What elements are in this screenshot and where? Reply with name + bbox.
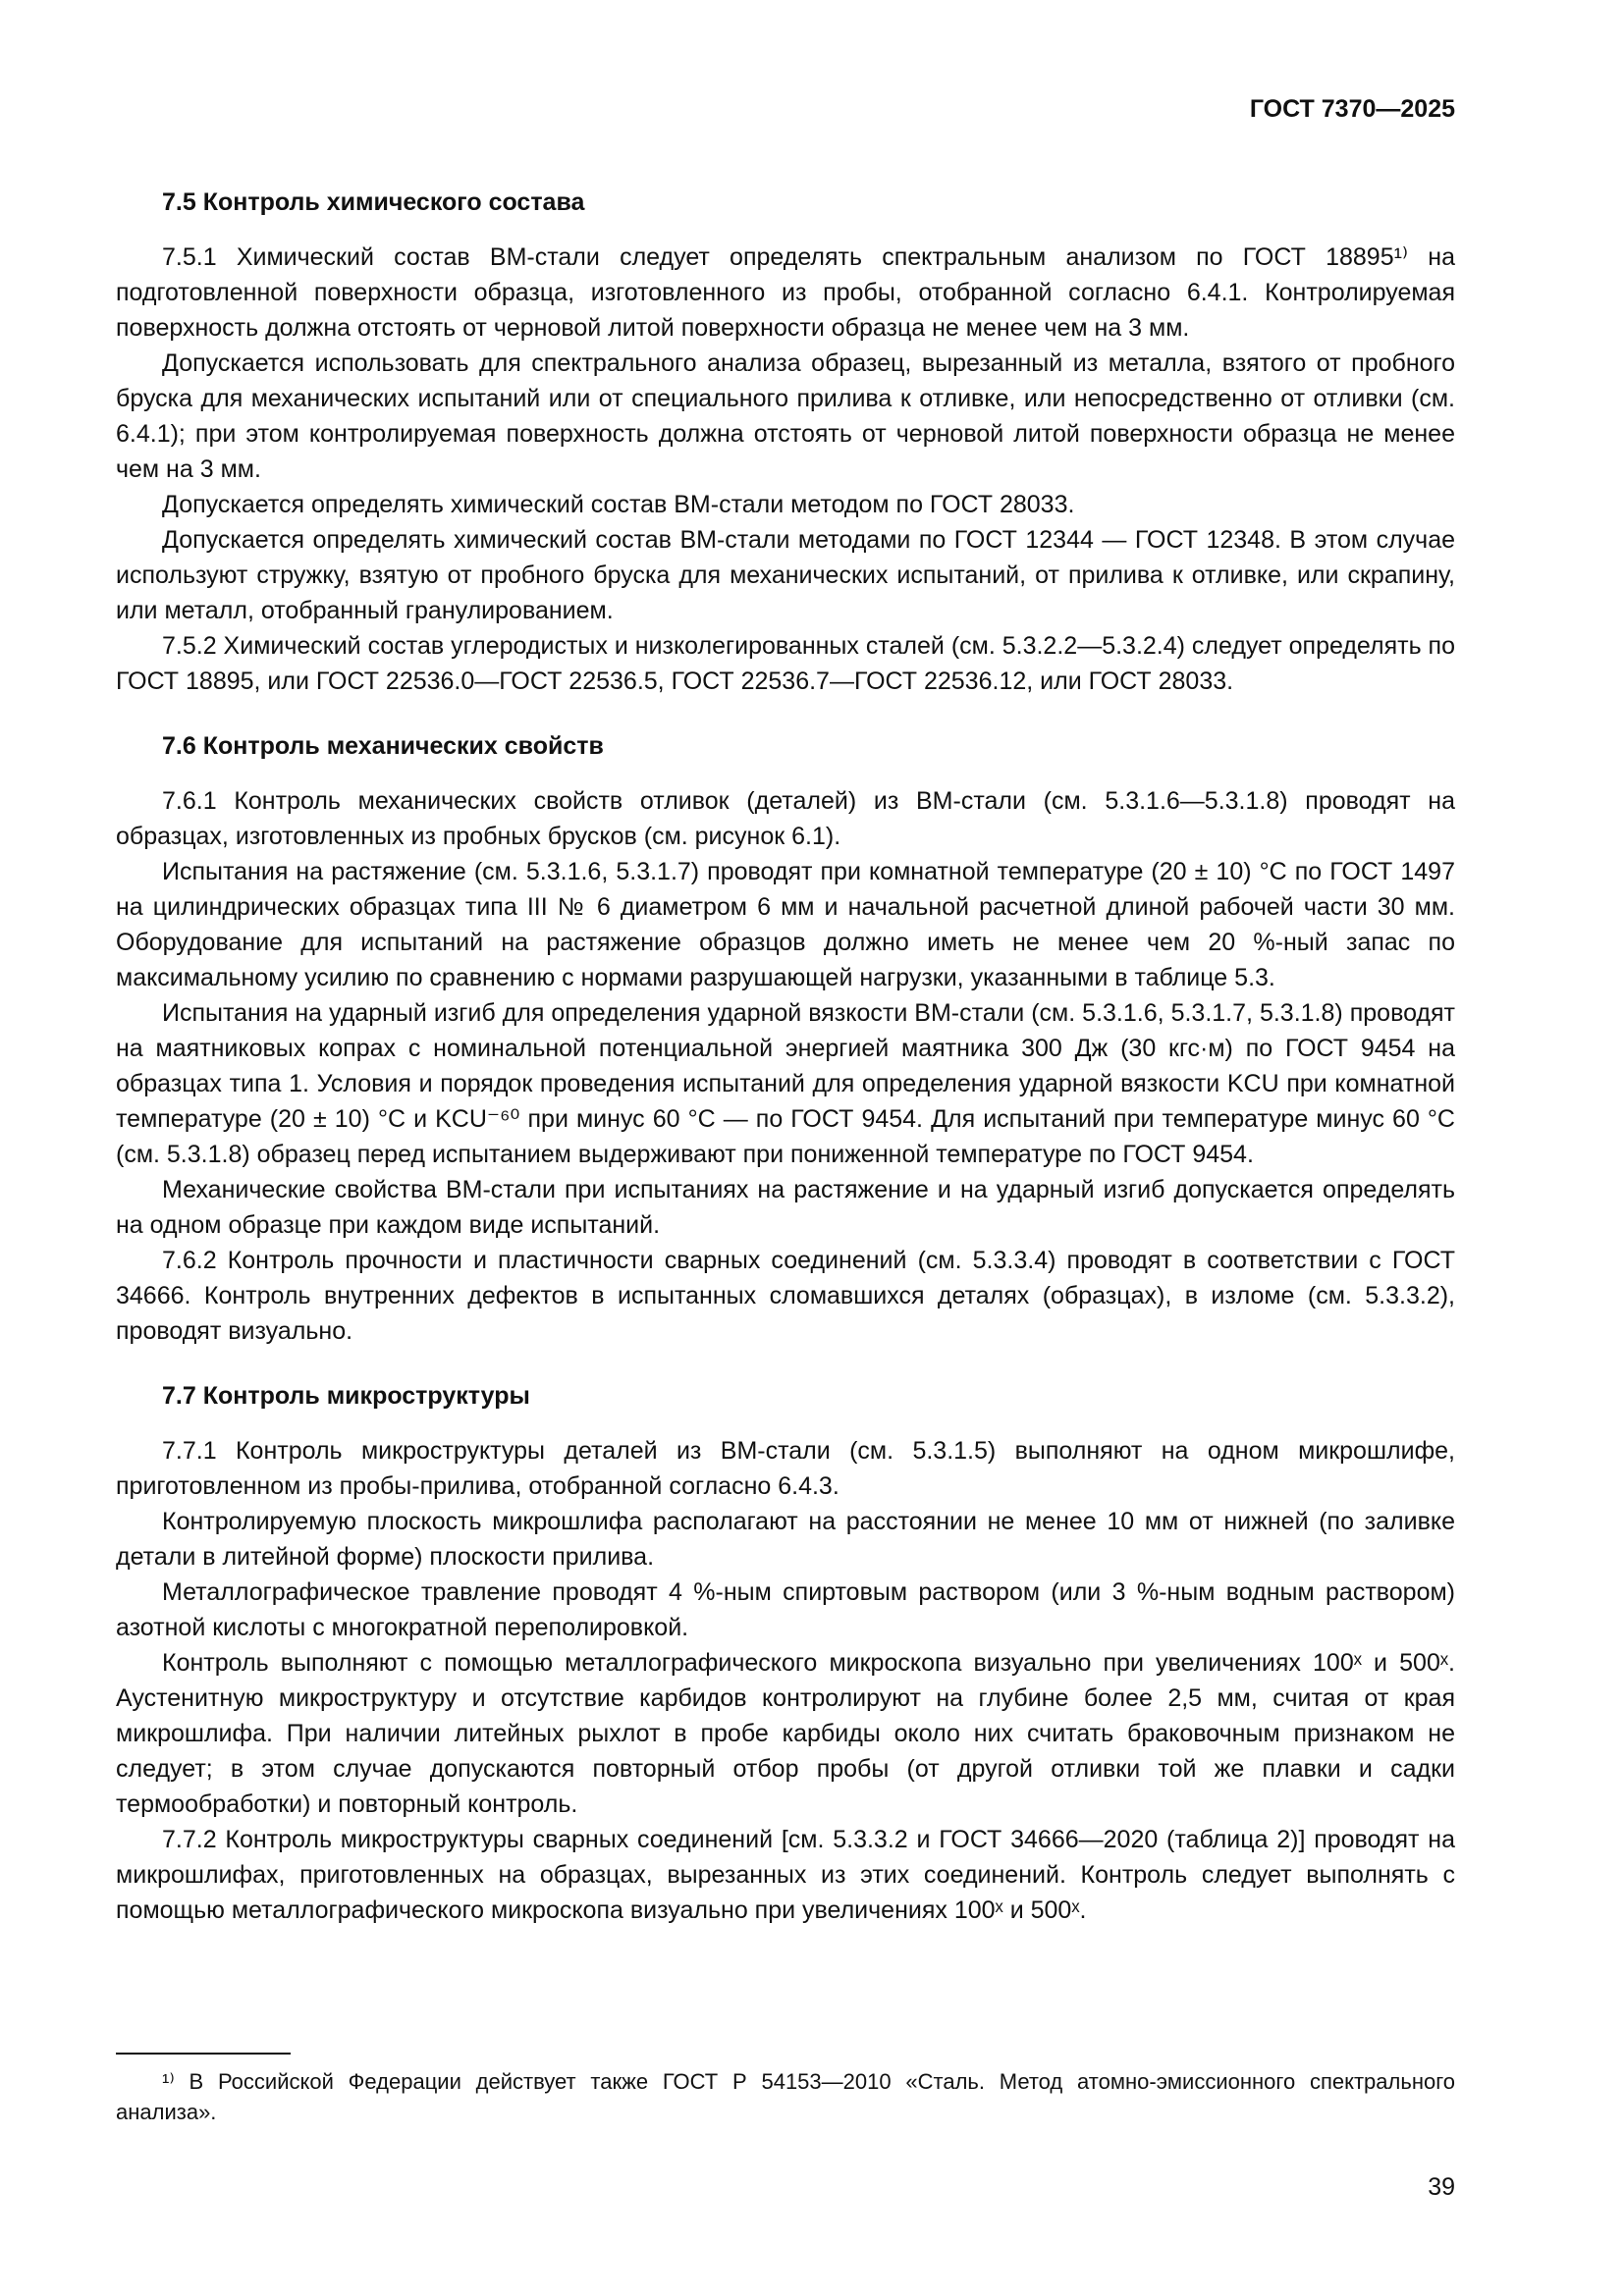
section-chemical-composition-control bbox=[116, 185, 1455, 699]
paragraph: Допускается определять химический состав ВМ-стали методами по ГОСТ 12344 — ГОСТ 12348. В этом случае используют стружку, взятую от пробного бруска для механических испытаний, от прилива к отливке, или скрапину, или металл, отобранный гранулированием. bbox=[116, 526, 1455, 624]
paragraph: 7.6.1 Контроль механических свойств отливок (деталей) из ВМ-стали (см. 5.3.1.6—5.3.1.8) проводят на образцах, изготовленных из пробных брусков (см. рисунок 6.1). bbox=[116, 787, 1455, 850]
paragraph: 7.5.1 Химический состав ВМ-стали следует определять спектральным анализом по ГОСТ 18895¹⁾ на подготовленной поверхности образца, изготовленного из пробы, отобранной согласно 6.4.1. Контролируемая поверхность должна отстоять от черновой литой поверхности образца не менее чем на 3 мм. bbox=[116, 243, 1455, 342]
paragraph: 7.5.2 Химический состав углеродистых и низколегированных сталей (см. 5.3.2.2—5.3.2.4) следует определять по ГОСТ 18895, или ГОСТ 22536.0—ГОСТ 22536.5, ГОСТ 22536.7—ГОСТ 22536.12, или ГОСТ 28033. bbox=[116, 632, 1455, 695]
paragraph: Металлографическое травление проводят 4 %-ным спиртовым раствором (или 3 %-ным водным раствором) азотной кислоты с многократной переполировкой. bbox=[116, 1578, 1455, 1641]
paragraph: Испытания на ударный изгиб для определения ударной вязкости ВМ-стали (см. 5.3.1.6, 5.3.1.7, 5.3.1.8) проводят на маятниковых копрах с номинальной потенциальной энергией маятника 300 Дж (30 кгс·м) по ГОСТ 9454 на образцах типа 1. Условия и порядок проведения испытаний для определения ударной вязкости KCU при комнатной температуре (20 ± 10) °С и KCU⁻⁶⁰ при минус 60 °С — по ГОСТ 9454. Для испытаний при температуре минус 60 °С (см. 5.3.1.8) образец перед испытанием выдерживают при пониженной температуре по ГОСТ 9454. bbox=[116, 999, 1455, 1168]
paragraph: Испытания на растяжение (см. 5.3.1.6, 5.3.1.7) проводят при комнатной температуре (20 ± 10) °С по ГОСТ 1497 на цилиндрических образцах типа III № 6 диаметром 6 мм и начальной расчетной длиной рабочей части 30 мм. Оборудование для испытаний на растяжение образцов должно иметь не менее чем 20 %-ный запас по максимальному усилию по сравнению с нормами разрушающей нагрузки, указанными в таблице 5.3. bbox=[116, 858, 1455, 991]
paragraph: Контроль выполняют с помощью металлографического микроскопа визуально при увеличениях 100ˣ и 500ˣ. Аустенитную микроструктуру и отсутствие карбидов контролируют на глубине более 2,5 мм, считая от края микрошлифа. При наличии литейных рыхлот в пробе карбиды около них считать браковочным признаком не следует; в этом случае допускаются повторный отбор пробы (от другой отливки той же плавки и садки термообработки) и повторный контроль. bbox=[116, 1649, 1455, 1818]
paragraph: Механические свойства ВМ-стали при испытаниях на растяжение и на ударный изгиб допускается определять на одном образце при каждом виде испытаний. bbox=[116, 1176, 1455, 1239]
paragraph: 7.7.1 Контроль микроструктуры деталей из ВМ-стали (см. 5.3.1.5) выполняют на одном микрошлифе, приготовленном из пробы-прилива, отобранной согласно 6.4.3. bbox=[116, 1437, 1455, 1500]
footnote-block bbox=[116, 2033, 1455, 2127]
section-mechanical-properties-control bbox=[116, 699, 1455, 1349]
section-heading-7-7: 7.7 Контроль микроструктуры bbox=[162, 1382, 530, 1410]
paragraph: 7.6.2 Контроль прочности и пластичности сварных соединений (см. 5.3.3.4) проводят в соответствии с ГОСТ 34666. Контроль внутренних дефектов в испытанных сломавшихся деталях (образцах), в изломе (см. 5.3.3.2), проводят визуально. bbox=[116, 1247, 1455, 1345]
section-heading-7-6: 7.6 Контроль механических свойств bbox=[162, 732, 604, 760]
paragraph: 7.7.2 Контроль микроструктуры сварных соединений [см. 5.3.3.2 и ГОСТ 34666—2020 (таблица 2)] проводят на микрошлифах, приготовленных на образцах, вырезанных из этих соединений. Контроль следует выполнять с помощью металлографического микроскопа визуально при увеличениях 100ˣ и 500ˣ. bbox=[116, 1826, 1455, 1924]
footnote-divider bbox=[116, 2053, 291, 2055]
footnote-text: ¹⁾ В Российской Федерации действует также ГОСТ Р 54153—2010 «Сталь. Метод атомно-эмиссионного спектрального анализа». bbox=[116, 2069, 1455, 2124]
section-microstructure-control bbox=[116, 1349, 1455, 1928]
paragraph: Допускается определять химический состав ВМ-стали методом по ГОСТ 28033. bbox=[162, 491, 1075, 518]
document-code-header: ГОСТ 7370—2025 bbox=[1249, 95, 1455, 123]
paragraph: Контролируемую плоскость микрошлифа располагают на расстоянии не менее 10 мм от нижней (по заливке детали в литейной форме) плоскости прилива. bbox=[116, 1508, 1455, 1571]
paragraph: Допускается использовать для спектрального анализа образец, вырезанный из металла, взятого от пробного бруска для механических испытаний или от специального прилива к отливке, или непосредственно от отливки (см. 6.4.1); при этом контролируемая поверхность должна отстоять от черновой литой поверхности образца не менее чем на 3 мм. bbox=[116, 349, 1455, 483]
section-heading-7-5: 7.5 Контроль химического состава bbox=[162, 188, 585, 216]
page-number: 39 bbox=[1428, 2173, 1455, 2201]
